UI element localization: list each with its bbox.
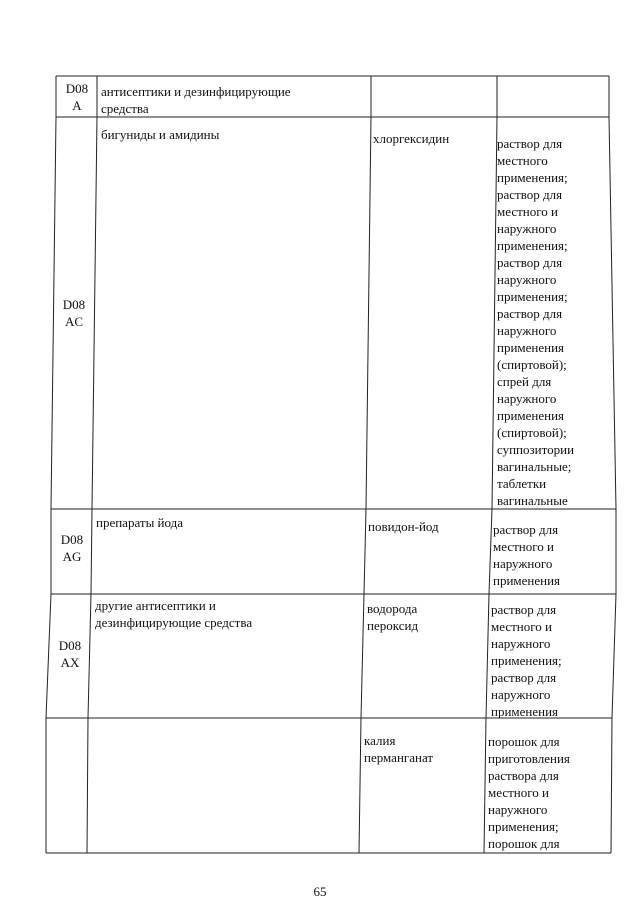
atc-code-part: D08 xyxy=(65,81,89,96)
atc-code-cell xyxy=(55,296,93,330)
group-name-cell: препараты йода xyxy=(96,515,184,530)
atc-code-part: D08 xyxy=(60,532,84,547)
atc-code-part: AG xyxy=(62,549,82,564)
atc-code-part: AC xyxy=(64,314,84,329)
group-name-cell: другие антисептики и дезинфицирующие средства xyxy=(95,598,253,630)
atc-code-cell xyxy=(51,637,89,671)
group-name-cell: бигуниды и амидины xyxy=(101,127,220,142)
dosage-form-cell: порошок для приготовления раствора для местного и наружного применения; порошок для xyxy=(488,734,570,851)
page-number: 65 xyxy=(313,884,327,899)
atc-code-part: D08 xyxy=(62,297,86,312)
substance-cell: водорода пероксид xyxy=(367,601,419,633)
dosage-form-cell: раствор для местного применения; раствор для местного и наружного применения; раствор для наружного применения; раствор для наружного применения (спиртовой); спрей для наружного применения (спиртовой); суппозитории вагинальные; таблетки вагинальные xyxy=(497,136,575,508)
substance-cell: хлоргексидин xyxy=(373,131,450,146)
atc-code-cell xyxy=(58,80,96,114)
dosage-form-cell: раствор для местного и наружного применения xyxy=(493,522,561,588)
dosage-form-cell: раствор для местного и наружного применения; раствор для наружного применения xyxy=(491,602,562,719)
atc-code-part: A xyxy=(72,98,82,113)
atc-code-part: AX xyxy=(60,655,80,670)
atc-code-cell xyxy=(53,531,91,565)
substance-cell: повидон-йод xyxy=(368,519,439,534)
atc-code-part: D08 xyxy=(58,638,82,653)
group-name-cell: антисептики и дезинфицирующие средства xyxy=(101,84,291,116)
substance-cell: калия перманганат xyxy=(364,733,434,765)
